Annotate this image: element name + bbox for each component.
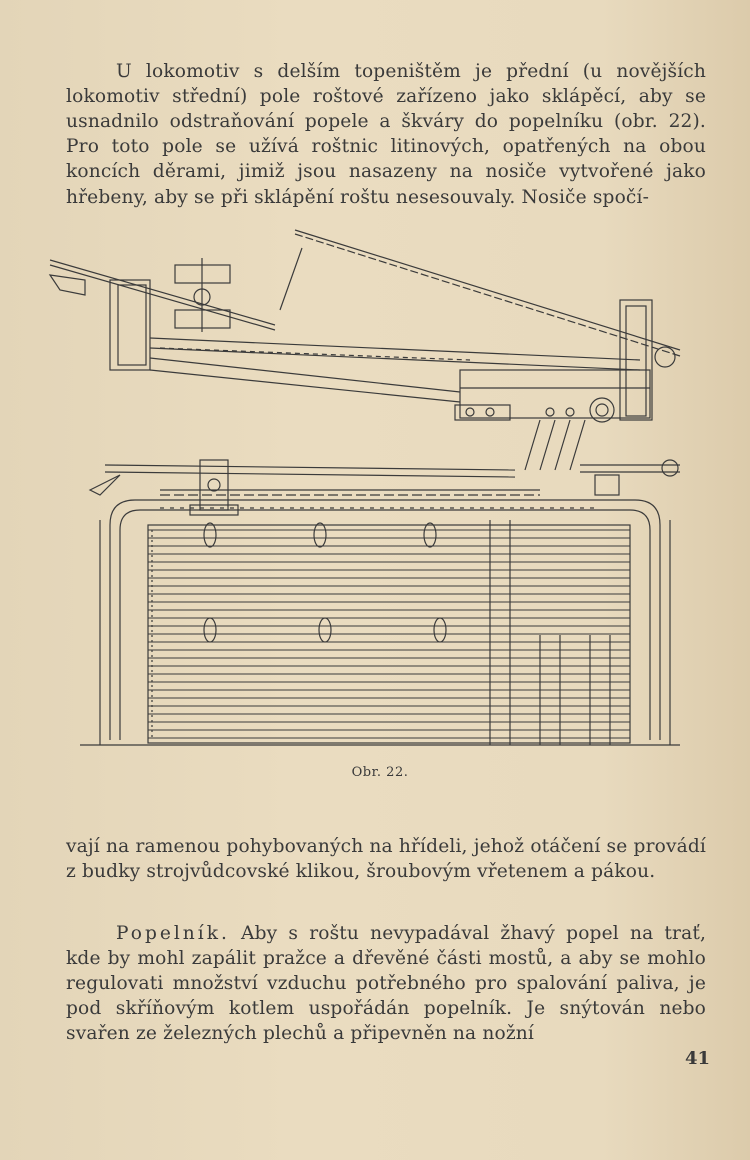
page-number: 41 — [684, 1048, 710, 1069]
figure-caption: Obr. 22. — [351, 765, 409, 780]
paragraph-3 — [66, 921, 706, 1047]
paragraph-2: vají na ramenou pohybovaných na hřídeli, jehož otáčení se provádí z budky strojvůdcovské klikou, šroubovým vřetenem a pákou. — [66, 835, 706, 882]
paragraph-3-body: Aby s roštu nevypadával žhavý popel na trať, kde by mohl zapálit pražce a dřevěné části mostů, a aby se mohlo regulovati množství vzduchu potřebného pro spalování paliva, je pod skříňovým kotlem uspořádán popelník. Je snýtován nebo svařen ze železných plechů a připevněn na nožní — [66, 922, 706, 1045]
paragraph-1: U lokomotiv s delším topeništěm je přední (u novějších lokomotiv střední) pole roštové zařízeno jako sklápěcí, aby se usnadnilo odstraňování popele a škváry do popelníku (obr. 22). Pro toto pole se užívá roštnic litinových, opatřených na obou koncích děrami, jimiž jsou nasazeny na nosiče vytvořené jako hřebeny, aby se při sklápění roštu nesesouvaly. Nosiče spočí- — [66, 60, 706, 208]
section-heading-popelnik: Popelník. — [116, 922, 230, 944]
figure-22-grate-drawing — [40, 220, 720, 750]
